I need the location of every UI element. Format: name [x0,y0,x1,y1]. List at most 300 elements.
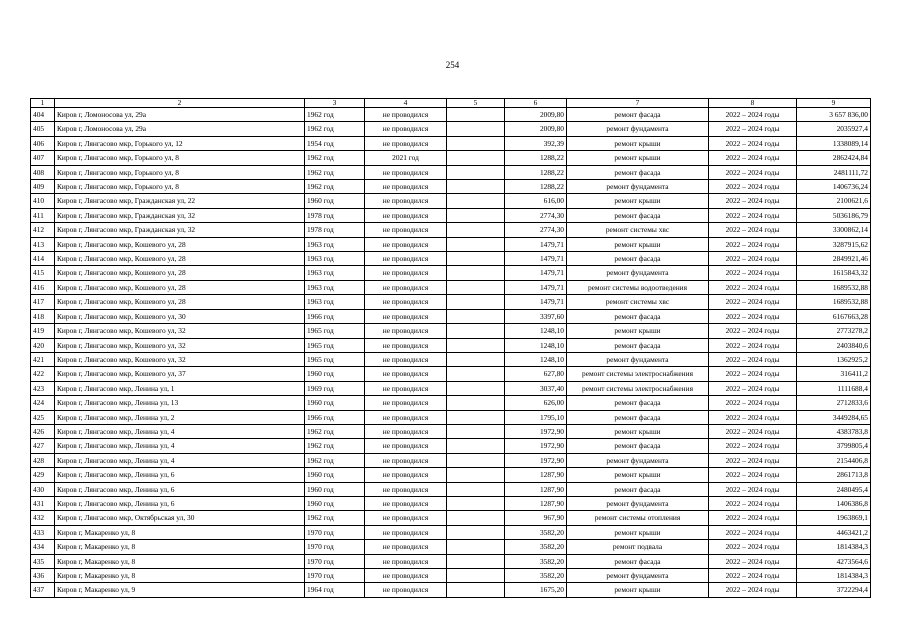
cell-period: 2022 – 2024 годы [709,396,797,410]
cell-cost: 3799805,4 [797,439,871,453]
cell-address: Киров г, Лянгасово мкр, Кошевого ул, 37 [55,367,305,381]
cell-work-type: ремонт крыши [567,151,709,165]
table-row [31,324,871,338]
cell-column-5 [447,208,505,222]
cell-period: 2022 – 2024 годы [709,352,797,366]
cell-work-type: ремонт фасада [567,482,709,496]
cell-build-year: 1978 год [305,223,365,237]
cell-cost: 1615843,32 [797,266,871,280]
cell-work-type: ремонт подвала [567,540,709,554]
cell-address: Киров г, Лянгасово мкр, Кошевого ул, 28 [55,280,305,294]
cell-period: 2022 – 2024 годы [709,280,797,294]
cell-area: 3397,60 [505,309,567,323]
cell-area: 627,80 [505,367,567,381]
cell-row-number: 431 [31,496,55,510]
cell-period: 2022 – 2024 годы [709,540,797,554]
cell-build-year: 1960 год [305,482,365,496]
cell-area: 1479,71 [505,295,567,309]
cell-row-number: 434 [31,540,55,554]
cell-build-year: 1962 год [305,165,365,179]
cell-row-number: 429 [31,468,55,482]
cell-row-number: 406 [31,136,55,150]
table-row [31,453,871,467]
table-row [31,309,871,323]
cell-column-5 [447,468,505,482]
cell-address: Киров г, Ломоносова ул, 29а [55,122,305,136]
table-row [31,122,871,136]
cell-address: Киров г, Макаренко ул, 9 [55,583,305,597]
cell-cost: 2861713,8 [797,468,871,482]
cell-work-type: ремонт системы электроснабжения [567,367,709,381]
cell-column-5 [447,122,505,136]
cell-address: Киров г, Лянгасово мкр, Ленина ул, 4 [55,439,305,453]
cell-last-repair-year: не проводился [365,583,447,597]
cell-work-type: ремонт крыши [567,424,709,438]
cell-last-repair-year: не проводился [365,338,447,352]
table-row [31,554,871,568]
cell-column-5 [447,482,505,496]
table-header-row [31,99,871,108]
cell-cost: 3287915,62 [797,237,871,251]
cell-address: Киров г, Лянгасово мкр, Ленина ул, 6 [55,468,305,482]
column-header-4: 4 [365,99,447,108]
cell-address: Киров г, Лянгасово мкр, Кошевого ул, 32 [55,352,305,366]
cell-period: 2022 – 2024 годы [709,496,797,510]
cell-cost: 1111688,4 [797,381,871,395]
cell-build-year: 1962 год [305,511,365,525]
cell-last-repair-year: не проводился [365,424,447,438]
cell-row-number: 418 [31,309,55,323]
cell-area: 1288,22 [505,180,567,194]
cell-column-5 [447,108,505,122]
cell-work-type: ремонт системы водоотведения [567,280,709,294]
table-row [31,280,871,294]
cell-column-5 [447,439,505,453]
cell-period: 2022 – 2024 годы [709,266,797,280]
table-row [31,381,871,395]
cell-work-type: ремонт фундамента [567,496,709,510]
cell-row-number: 422 [31,367,55,381]
cell-period: 2022 – 2024 годы [709,410,797,424]
cell-build-year: 1965 год [305,324,365,338]
cell-last-repair-year: 2021 год [365,151,447,165]
cell-period: 2022 – 2024 годы [709,208,797,222]
cell-last-repair-year: не проводился [365,136,447,150]
cell-row-number: 424 [31,396,55,410]
cell-area: 2774,30 [505,223,567,237]
cell-area: 3582,20 [505,554,567,568]
column-header-5: 5 [447,99,505,108]
cell-work-type: ремонт фасада [567,208,709,222]
cell-address: Киров г, Лянгасово мкр, Кошевого ул, 30 [55,309,305,323]
cell-period: 2022 – 2024 годы [709,180,797,194]
cell-period: 2022 – 2024 годы [709,151,797,165]
cell-row-number: 437 [31,583,55,597]
cell-address: Киров г, Макаренко ул, 8 [55,540,305,554]
cell-last-repair-year: не проводился [365,122,447,136]
cell-cost: 2100621,6 [797,194,871,208]
cell-work-type: ремонт фундамента [567,122,709,136]
cell-work-type: ремонт фасада [567,252,709,266]
cell-last-repair-year: не проводился [365,569,447,583]
cell-build-year: 1962 год [305,151,365,165]
cell-period: 2022 – 2024 годы [709,381,797,395]
cell-area: 2009,80 [505,122,567,136]
cell-row-number: 419 [31,324,55,338]
table-row [31,482,871,496]
cell-work-type: ремонт крыши [567,324,709,338]
cell-column-5 [447,151,505,165]
cell-address: Киров г, Лянгасово мкр, Ленина ул, 6 [55,482,305,496]
cell-row-number: 428 [31,453,55,467]
cell-cost: 1814384,3 [797,540,871,554]
cell-last-repair-year: не проводился [365,194,447,208]
cell-column-5 [447,410,505,424]
cell-area: 1479,71 [505,252,567,266]
table-row [31,151,871,165]
cell-cost: 1362925,2 [797,352,871,366]
cell-period: 2022 – 2024 годы [709,324,797,338]
cell-address: Киров г, Лянгасово мкр, Кошевого ул, 32 [55,324,305,338]
cell-cost: 3300862,14 [797,223,871,237]
cell-cost: 1814384,3 [797,569,871,583]
cell-area: 3582,20 [505,569,567,583]
cell-area: 1248,10 [505,352,567,366]
cell-address: Киров г, Лянгасово мкр, Ленина ул, 2 [55,410,305,424]
cell-last-repair-year: не проводился [365,237,447,251]
table-row [31,540,871,554]
column-header-8: 8 [709,99,797,108]
cell-address: Киров г, Лянгасово мкр, Гражданская ул, 22 [55,194,305,208]
table-row [31,165,871,179]
cell-cost: 1963869,1 [797,511,871,525]
cell-last-repair-year: не проводился [365,280,447,294]
cell-address: Киров г, Макаренко ул, 8 [55,525,305,539]
cell-row-number: 421 [31,352,55,366]
table-row [31,338,871,352]
cell-period: 2022 – 2024 годы [709,108,797,122]
cell-column-5 [447,309,505,323]
cell-period: 2022 – 2024 годы [709,338,797,352]
cell-row-number: 415 [31,266,55,280]
cell-cost: 4273564,6 [797,554,871,568]
cell-work-type: ремонт системы хвс [567,295,709,309]
cell-cost: 2712833,6 [797,396,871,410]
cell-row-number: 411 [31,208,55,222]
cell-last-repair-year: не проводился [365,108,447,122]
table-body [31,108,871,598]
cell-build-year: 1978 год [305,208,365,222]
cell-area: 1288,22 [505,151,567,165]
table-row [31,180,871,194]
cell-column-5 [447,569,505,583]
cell-last-repair-year: не проводился [365,208,447,222]
table-row [31,252,871,266]
cell-column-5 [447,180,505,194]
cell-area: 1479,71 [505,266,567,280]
cell-build-year: 1966 год [305,309,365,323]
cell-build-year: 1970 год [305,554,365,568]
cell-work-type: ремонт фасада [567,439,709,453]
cell-address: Киров г, Лянгасово мкр, Ленина ул, 1 [55,381,305,395]
cell-last-repair-year: не проводился [365,180,447,194]
cell-build-year: 1963 год [305,237,365,251]
cell-last-repair-year: не проводился [365,453,447,467]
table-row [31,468,871,482]
cell-cost: 4463421,2 [797,525,871,539]
cell-address: Киров г, Лянгасово мкр, Кошевого ул, 28 [55,266,305,280]
cell-address: Киров г, Лянгасово мкр, Горького ул, 8 [55,180,305,194]
cell-row-number: 423 [31,381,55,395]
cell-column-5 [447,496,505,510]
cell-cost: 3 657 836,00 [797,108,871,122]
cell-column-5 [447,266,505,280]
cell-area: 1288,22 [505,165,567,179]
cell-address: Киров г, Лянгасово мкр, Кошевого ул, 32 [55,338,305,352]
cell-build-year: 1970 год [305,569,365,583]
cell-row-number: 416 [31,280,55,294]
cell-work-type: ремонт крыши [567,136,709,150]
table-row [31,367,871,381]
cell-column-5 [447,295,505,309]
cell-column-5 [447,165,505,179]
cell-period: 2022 – 2024 годы [709,309,797,323]
cell-column-5 [447,453,505,467]
cell-period: 2022 – 2024 годы [709,165,797,179]
cell-row-number: 413 [31,237,55,251]
cell-last-repair-year: не проводился [365,468,447,482]
cell-address: Киров г, Лянгасово мкр, Горького ул, 8 [55,165,305,179]
cell-last-repair-year: не проводился [365,439,447,453]
cell-period: 2022 – 2024 годы [709,569,797,583]
cell-area: 1972,90 [505,453,567,467]
cell-build-year: 1970 год [305,540,365,554]
cell-column-5 [447,324,505,338]
cell-work-type: ремонт фундамента [567,569,709,583]
cell-last-repair-year: не проводился [365,324,447,338]
cell-work-type: ремонт крыши [567,583,709,597]
cell-column-5 [447,194,505,208]
cell-area: 967,90 [505,511,567,525]
cell-area: 616,00 [505,194,567,208]
cell-cost: 1689532,88 [797,295,871,309]
cell-column-5 [447,367,505,381]
cell-work-type: ремонт крыши [567,468,709,482]
cell-area: 392,39 [505,136,567,150]
cell-period: 2022 – 2024 годы [709,122,797,136]
page-number: 254 [445,60,460,70]
cell-period: 2022 – 2024 годы [709,525,797,539]
cell-last-repair-year: не проводился [365,511,447,525]
table-row [31,410,871,424]
cell-area: 3582,20 [505,525,567,539]
cell-build-year: 1963 год [305,252,365,266]
cell-area: 1972,90 [505,439,567,453]
cell-last-repair-year: не проводился [365,396,447,410]
cell-last-repair-year: не проводился [365,252,447,266]
cell-column-5 [447,237,505,251]
cell-period: 2022 – 2024 годы [709,583,797,597]
cell-build-year: 1960 год [305,396,365,410]
cell-row-number: 430 [31,482,55,496]
table-row [31,194,871,208]
cell-cost: 5036186,79 [797,208,871,222]
table-row [31,108,871,122]
cell-last-repair-year: не проводился [365,165,447,179]
cell-cost: 1338089,14 [797,136,871,150]
cell-last-repair-year: не проводился [365,540,447,554]
cell-address: Киров г, Макаренко ул, 8 [55,554,305,568]
table-row [31,223,871,237]
cell-build-year: 1962 год [305,180,365,194]
cell-work-type: ремонт фасада [567,108,709,122]
cell-build-year: 1966 год [305,410,365,424]
cell-work-type: ремонт крыши [567,194,709,208]
column-header-6: 6 [505,99,567,108]
cell-period: 2022 – 2024 годы [709,424,797,438]
column-header-7: 7 [567,99,709,108]
cell-period: 2022 – 2024 годы [709,237,797,251]
cell-area: 1248,10 [505,338,567,352]
cell-build-year: 1964 год [305,583,365,597]
cell-build-year: 1962 год [305,122,365,136]
cell-row-number: 435 [31,554,55,568]
cell-last-repair-year: не проводился [365,525,447,539]
cell-period: 2022 – 2024 годы [709,439,797,453]
cell-work-type: ремонт крыши [567,525,709,539]
cell-column-5 [447,540,505,554]
cell-area: 626,00 [505,396,567,410]
table-row [31,496,871,510]
cell-build-year: 1960 год [305,367,365,381]
cell-address: Киров г, Лянгасово мкр, Кошевого ул, 28 [55,237,305,251]
cell-address: Киров г, Лянгасово мкр, Ленина ул, 4 [55,424,305,438]
table-row [31,295,871,309]
cell-address: Киров г, Лянгасово мкр, Кошевого ул, 28 [55,252,305,266]
table-row [31,266,871,280]
cell-area: 1479,71 [505,280,567,294]
cell-cost: 3722294,4 [797,583,871,597]
cell-period: 2022 – 2024 годы [709,511,797,525]
column-header-1: 1 [31,99,55,108]
cell-area: 1248,10 [505,324,567,338]
cell-address: Киров г, Ломоносова ул, 29а [55,108,305,122]
cell-build-year: 1960 год [305,468,365,482]
cell-build-year: 1969 год [305,381,365,395]
cell-row-number: 433 [31,525,55,539]
cell-cost: 4383783,8 [797,424,871,438]
cell-row-number: 412 [31,223,55,237]
cell-period: 2022 – 2024 годы [709,453,797,467]
cell-last-repair-year: не проводился [365,352,447,366]
cell-work-type: ремонт фасада [567,309,709,323]
table-row [31,208,871,222]
cell-work-type: ремонт системы хвс [567,223,709,237]
cell-cost: 1689532,88 [797,280,871,294]
cell-period: 2022 – 2024 годы [709,252,797,266]
cell-build-year: 1960 год [305,194,365,208]
cell-address: Киров г, Лянгасово мкр, Гражданская ул, 32 [55,208,305,222]
cell-area: 2009,80 [505,108,567,122]
cell-cost: 2773278,2 [797,324,871,338]
cell-area: 1972,90 [505,424,567,438]
cell-row-number: 432 [31,511,55,525]
cell-column-5 [447,396,505,410]
cell-column-5 [447,280,505,294]
cell-cost: 2862424,84 [797,151,871,165]
cell-column-5 [447,136,505,150]
cell-period: 2022 – 2024 годы [709,295,797,309]
cell-column-5 [447,381,505,395]
cell-build-year: 1960 год [305,496,365,510]
cell-work-type: ремонт фундамента [567,266,709,280]
cell-build-year: 1962 год [305,439,365,453]
cell-cost: 2035927,4 [797,122,871,136]
cell-period: 2022 – 2024 годы [709,223,797,237]
cell-cost: 1406736,24 [797,180,871,194]
cell-period: 2022 – 2024 годы [709,136,797,150]
cell-cost: 2480495,4 [797,482,871,496]
cell-last-repair-year: не проводился [365,381,447,395]
cell-address: Киров г, Лянгасово мкр, Октябрьская ул, 30 [55,511,305,525]
cell-last-repair-year: не проводился [365,410,447,424]
cell-build-year: 1970 год [305,525,365,539]
cell-work-type: ремонт фасада [567,410,709,424]
cell-column-5 [447,511,505,525]
column-header-2: 2 [55,99,305,108]
cell-last-repair-year: не проводился [365,223,447,237]
cell-area: 1287,90 [505,496,567,510]
cell-cost: 2481111,72 [797,165,871,179]
cell-row-number: 405 [31,122,55,136]
cell-period: 2022 – 2024 годы [709,554,797,568]
cell-build-year: 1954 год [305,136,365,150]
cell-work-type: ремонт системы электроснабжения [567,381,709,395]
cell-column-5 [447,424,505,438]
cell-last-repair-year: не проводился [365,496,447,510]
cell-last-repair-year: не проводился [365,482,447,496]
table-row [31,396,871,410]
table-row [31,136,871,150]
cell-row-number: 409 [31,180,55,194]
table-row [31,352,871,366]
cell-period: 2022 – 2024 годы [709,194,797,208]
cell-column-5 [447,352,505,366]
table-row [31,237,871,251]
cell-cost: 6167663,28 [797,309,871,323]
cell-area: 1795,10 [505,410,567,424]
cell-period: 2022 – 2024 годы [709,367,797,381]
cell-cost: 2154406,8 [797,453,871,467]
cell-area: 3582,20 [505,540,567,554]
cell-area: 2774,30 [505,208,567,222]
cell-cost: 1406386,8 [797,496,871,510]
cell-address: Киров г, Лянгасово мкр, Кошевого ул, 28 [55,295,305,309]
cell-area: 1675,20 [505,583,567,597]
cell-column-5 [447,525,505,539]
table-row [31,424,871,438]
cell-build-year: 1965 год [305,338,365,352]
table-row [31,525,871,539]
cell-row-number: 408 [31,165,55,179]
cell-row-number: 425 [31,410,55,424]
cell-last-repair-year: не проводился [365,266,447,280]
cell-last-repair-year: не проводился [365,295,447,309]
cell-row-number: 420 [31,338,55,352]
cell-area: 3037,40 [505,381,567,395]
cell-build-year: 1963 год [305,280,365,294]
cell-build-year: 1962 год [305,424,365,438]
